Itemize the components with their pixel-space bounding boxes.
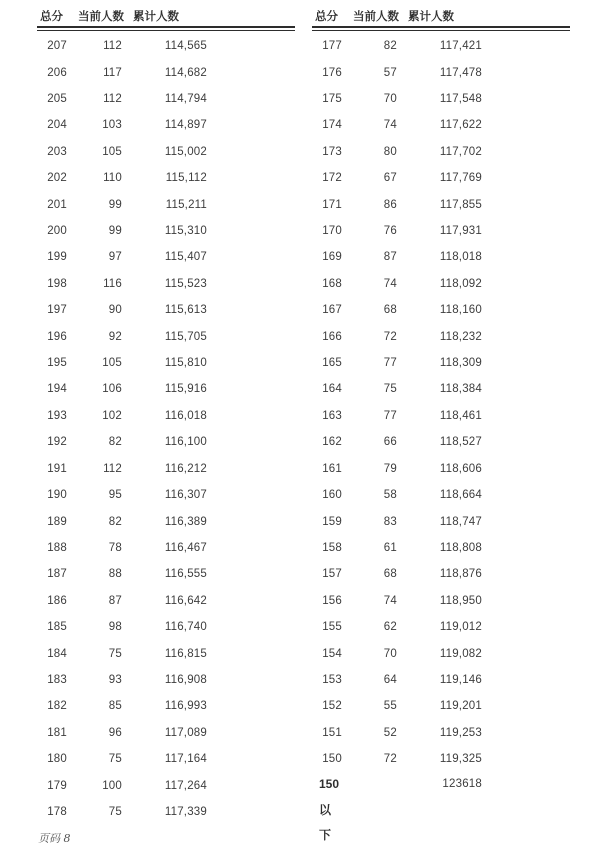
count-cell: 112 (103, 93, 122, 106)
count-cell: 87 (383, 251, 397, 264)
score-cell: 162 (322, 436, 342, 449)
table-row (312, 297, 570, 323)
table-row (312, 588, 570, 614)
count-cell: 112 (103, 40, 122, 53)
cumulative-cell: 117,089 (164, 726, 207, 739)
below-150-row (312, 772, 570, 849)
cumulative-cell: 118,384 (439, 383, 482, 396)
table-row (312, 139, 570, 165)
count-cell: 99 (108, 198, 122, 211)
table-row (37, 720, 295, 746)
cumulative-cell: 123618 (442, 778, 482, 791)
cumulative-cell: 115,310 (164, 225, 207, 238)
count-cell: 105 (102, 357, 122, 370)
count-cell: 74 (383, 277, 397, 290)
score-cell: 178 (47, 805, 67, 818)
score-cell: 174 (322, 119, 342, 132)
table-row (312, 244, 570, 270)
cumulative-cell: 115,112 (165, 172, 207, 185)
table-row (37, 561, 295, 587)
table-row (312, 667, 570, 693)
count-cell: 95 (108, 489, 122, 502)
count-cell: 57 (383, 66, 397, 79)
score-cell: 165 (322, 357, 342, 370)
score-cell: 198 (47, 277, 67, 290)
cumulative-cell: 116,740 (164, 621, 207, 634)
score-cell: 159 (322, 515, 342, 528)
cumulative-cell: 119,012 (439, 621, 482, 634)
cumulative-cell: 118,876 (439, 568, 482, 581)
count-cell: 88 (108, 568, 122, 581)
count-cell: 98 (108, 621, 122, 634)
score-cell: 206 (47, 66, 67, 79)
header-current-count: 当前人数 (78, 11, 124, 23)
cumulative-cell: 116,555 (164, 568, 207, 581)
count-cell: 64 (383, 673, 397, 686)
table-row (37, 139, 295, 165)
score-cell: 199 (47, 251, 67, 264)
score-cell: 154 (322, 647, 342, 660)
count-cell: 52 (383, 726, 397, 739)
count-cell: 92 (108, 330, 122, 343)
score-cell: 180 (47, 753, 67, 766)
table-header-row (37, 6, 295, 26)
count-cell: 74 (383, 119, 397, 132)
score-cell: 161 (322, 462, 342, 475)
table-row (37, 456, 295, 482)
cumulative-cell: 114,897 (164, 119, 207, 132)
table-row (312, 323, 570, 349)
count-cell (342, 772, 397, 849)
count-cell: 79 (383, 462, 397, 475)
count-cell: 70 (383, 93, 397, 106)
count-cell: 106 (102, 383, 122, 396)
cumulative-cell: 118,232 (439, 330, 482, 343)
table-row (37, 429, 295, 455)
cumulative-cell: 114,794 (164, 93, 207, 106)
score-cell: 201 (47, 198, 67, 211)
cumulative-cell: 118,747 (439, 515, 482, 528)
score-cell: 170 (322, 225, 342, 238)
table-row (312, 165, 570, 191)
count-cell: 75 (108, 805, 122, 818)
count-cell: 70 (383, 647, 397, 660)
cumulative-cell: 116,815 (164, 647, 207, 660)
table-row (37, 86, 295, 112)
count-cell: 87 (108, 594, 122, 607)
cumulative-cell: 118,606 (439, 462, 482, 475)
score-table-right (312, 6, 570, 849)
count-cell: 68 (383, 304, 397, 317)
cumulative-cell: 116,307 (164, 489, 207, 502)
table-row (37, 588, 295, 614)
cumulative-cell: 118,018 (439, 251, 482, 264)
cumulative-cell: 117,339 (164, 805, 207, 818)
count-cell: 58 (383, 489, 397, 502)
score-cell: 197 (47, 304, 67, 317)
score-cell: 169 (322, 251, 342, 264)
table-row (312, 376, 570, 402)
table-row (37, 746, 295, 772)
score-cell: 205 (47, 93, 67, 106)
header-cumulative-count: 累计人数 (133, 11, 179, 23)
table-row (312, 271, 570, 297)
count-cell: 90 (108, 304, 122, 317)
score-cell: 151 (322, 726, 342, 739)
score-cell: 150 (322, 753, 342, 766)
score-cell: 202 (47, 172, 67, 185)
score-cell: 204 (47, 119, 67, 132)
count-cell: 77 (383, 409, 397, 422)
count-cell: 55 (383, 700, 397, 713)
score-cell: 164 (322, 383, 342, 396)
table-body (312, 33, 570, 772)
score-cell: 175 (322, 93, 342, 106)
cumulative-cell: 118,527 (439, 436, 482, 449)
header-total-score: 总分 (315, 11, 338, 23)
cumulative-cell: 115,613 (164, 304, 207, 317)
header-divider-rule (37, 26, 295, 31)
cumulative-cell: 117,478 (439, 66, 482, 79)
count-cell: 75 (383, 383, 397, 396)
score-cell: 183 (47, 673, 67, 686)
score-cell: 194 (47, 383, 67, 396)
score-cell: 207 (47, 40, 67, 53)
score-cell: 179 (47, 779, 67, 792)
count-cell: 67 (383, 172, 397, 185)
cumulative-cell: 117,702 (439, 145, 482, 158)
score-cell: 184 (47, 647, 67, 660)
cumulative-cell: 117,421 (439, 40, 482, 53)
count-cell: 116 (103, 277, 122, 290)
count-cell: 61 (383, 541, 397, 554)
score-cell: 171 (322, 198, 342, 211)
cumulative-cell: 117,855 (439, 198, 482, 211)
score-cell: 192 (47, 436, 67, 449)
table-row (37, 640, 295, 666)
table-row (312, 746, 570, 772)
score-cell: 173 (322, 145, 342, 158)
cumulative-cell: 118,950 (439, 594, 482, 607)
count-cell: 96 (108, 726, 122, 739)
cumulative-cell: 117,769 (439, 172, 482, 185)
score-cell: 189 (47, 515, 67, 528)
table-row (37, 271, 295, 297)
score-cell: 193 (47, 409, 67, 422)
count-cell: 68 (383, 568, 397, 581)
score-cell: 182 (47, 700, 67, 713)
score-cell: 190 (47, 489, 67, 502)
cumulative-cell: 119,082 (439, 647, 482, 660)
score-cell: 191 (47, 462, 67, 475)
table-row (37, 667, 295, 693)
count-cell: 86 (383, 198, 397, 211)
table-row (37, 112, 295, 138)
score-cell: 163 (322, 409, 342, 422)
count-cell: 75 (108, 753, 122, 766)
table-row (312, 350, 570, 376)
count-cell: 66 (383, 436, 397, 449)
count-cell: 105 (102, 145, 122, 158)
cumulative-cell: 116,993 (164, 700, 207, 713)
table-row (312, 86, 570, 112)
score-cell: 177 (322, 40, 342, 53)
count-cell: 100 (102, 779, 122, 792)
table-row (37, 482, 295, 508)
cumulative-cell: 119,325 (439, 753, 482, 766)
score-cell: 186 (47, 594, 67, 607)
cumulative-cell: 118,461 (439, 409, 482, 422)
table-row (312, 456, 570, 482)
table-row (37, 59, 295, 85)
table-row (37, 218, 295, 244)
cumulative-cell: 115,211 (165, 198, 207, 211)
table-row (312, 482, 570, 508)
score-cell: 203 (47, 145, 67, 158)
table-row (37, 799, 295, 825)
count-cell: 72 (383, 330, 397, 343)
cumulative-cell: 117,164 (164, 753, 207, 766)
score-cell: 153 (322, 673, 342, 686)
cumulative-cell: 118,160 (439, 304, 482, 317)
score-cell: 157 (322, 568, 342, 581)
count-cell: 75 (108, 647, 122, 660)
table-row (312, 535, 570, 561)
count-cell: 93 (108, 673, 122, 686)
table-row (312, 720, 570, 746)
cumulative-cell: 115,523 (164, 277, 207, 290)
table-row (312, 33, 570, 59)
table-row (312, 640, 570, 666)
cumulative-cell: 114,682 (164, 66, 207, 79)
score-cell: 152 (322, 700, 342, 713)
score-cell: 156 (322, 594, 342, 607)
table-row (37, 772, 295, 798)
table-row (37, 535, 295, 561)
score-cell: 155 (322, 621, 342, 634)
score-cell: 185 (47, 621, 67, 634)
score-cell: 187 (47, 568, 67, 581)
header-cumulative-count: 累计人数 (408, 11, 454, 23)
table-row (37, 244, 295, 270)
cumulative-cell: 116,908 (164, 673, 207, 686)
cumulative-cell: 117,931 (439, 225, 482, 238)
cumulative-cell: 118,808 (439, 541, 482, 554)
cumulative-cell: 116,018 (164, 409, 207, 422)
cumulative-cell: 117,548 (439, 93, 482, 106)
cumulative-cell: 119,201 (439, 700, 482, 713)
count-cell: 82 (383, 40, 397, 53)
cumulative-cell: 116,212 (164, 462, 207, 475)
table-header-row (312, 6, 570, 26)
table-row (37, 33, 295, 59)
cumulative-cell: 115,810 (164, 357, 207, 370)
page-number-footer: 页码 8 (38, 832, 71, 845)
header-total-score: 总分 (40, 11, 63, 23)
count-cell: 77 (383, 357, 397, 370)
header-divider-rule (312, 26, 570, 31)
cumulative-cell: 115,705 (164, 330, 207, 343)
count-cell: 82 (108, 436, 122, 449)
cumulative-cell: 117,622 (439, 119, 482, 132)
table-row (312, 693, 570, 719)
score-cell: 168 (322, 277, 342, 290)
count-cell: 112 (103, 462, 122, 475)
cumulative-cell: 116,100 (164, 436, 207, 449)
count-cell: 78 (108, 541, 122, 554)
count-cell: 102 (102, 409, 122, 422)
cumulative-cell: 118,309 (439, 357, 482, 370)
cumulative-cell: 115,407 (164, 251, 207, 264)
table-row (312, 561, 570, 587)
cumulative-cell: 119,146 (439, 673, 482, 686)
cumulative-cell: 119,253 (439, 726, 482, 739)
table-row (312, 429, 570, 455)
score-cell: 196 (47, 330, 67, 343)
score-table-left (37, 6, 295, 825)
score-cell: 181 (47, 726, 67, 739)
table-row (37, 403, 295, 429)
count-cell: 80 (383, 145, 397, 158)
count-cell: 83 (383, 515, 397, 528)
table-row (312, 112, 570, 138)
count-cell: 103 (102, 119, 122, 132)
table-row (37, 693, 295, 719)
table-row (312, 191, 570, 217)
table-row (37, 165, 295, 191)
table-row (37, 376, 295, 402)
score-cell: 195 (47, 357, 67, 370)
table-row (37, 323, 295, 349)
score-cell: 167 (322, 304, 342, 317)
cumulative-cell: 116,389 (164, 515, 207, 528)
table-row (37, 614, 295, 640)
count-cell: 85 (108, 700, 122, 713)
table-row (37, 350, 295, 376)
count-cell: 72 (383, 753, 397, 766)
count-cell: 76 (383, 225, 397, 238)
count-cell: 74 (383, 594, 397, 607)
cumulative-cell: 116,642 (164, 594, 207, 607)
table-row (312, 218, 570, 244)
score-cell: 160 (322, 489, 342, 502)
count-cell: 97 (108, 251, 122, 264)
table-row (312, 614, 570, 640)
table-row (312, 59, 570, 85)
score-cell: 172 (322, 172, 342, 185)
header-current-count: 当前人数 (353, 11, 399, 23)
score-cell: 158 (322, 541, 342, 554)
table-row (37, 297, 295, 323)
table-row (37, 191, 295, 217)
score-cell: 200 (47, 225, 67, 238)
count-cell: 99 (108, 225, 122, 238)
count-cell: 62 (383, 621, 397, 634)
cumulative-cell: 114,565 (164, 40, 207, 53)
cumulative-cell: 115,916 (164, 383, 207, 396)
cumulative-cell: 118,092 (439, 277, 482, 290)
table-body (37, 33, 295, 825)
count-cell: 117 (103, 66, 122, 79)
cumulative-cell: 116,467 (164, 541, 207, 554)
table-row (312, 403, 570, 429)
table-row (37, 508, 295, 534)
cumulative-cell: 117,264 (164, 779, 207, 792)
score-cell: 188 (47, 541, 67, 554)
score-cell: 176 (322, 66, 342, 79)
table-row (312, 508, 570, 534)
score-cell: 166 (322, 330, 342, 343)
count-cell: 110 (103, 172, 122, 185)
cumulative-cell: 118,664 (439, 489, 482, 502)
below-150-label: 150 以 下 (319, 777, 340, 843)
count-cell: 82 (108, 515, 122, 528)
cumulative-cell: 115,002 (164, 145, 207, 158)
